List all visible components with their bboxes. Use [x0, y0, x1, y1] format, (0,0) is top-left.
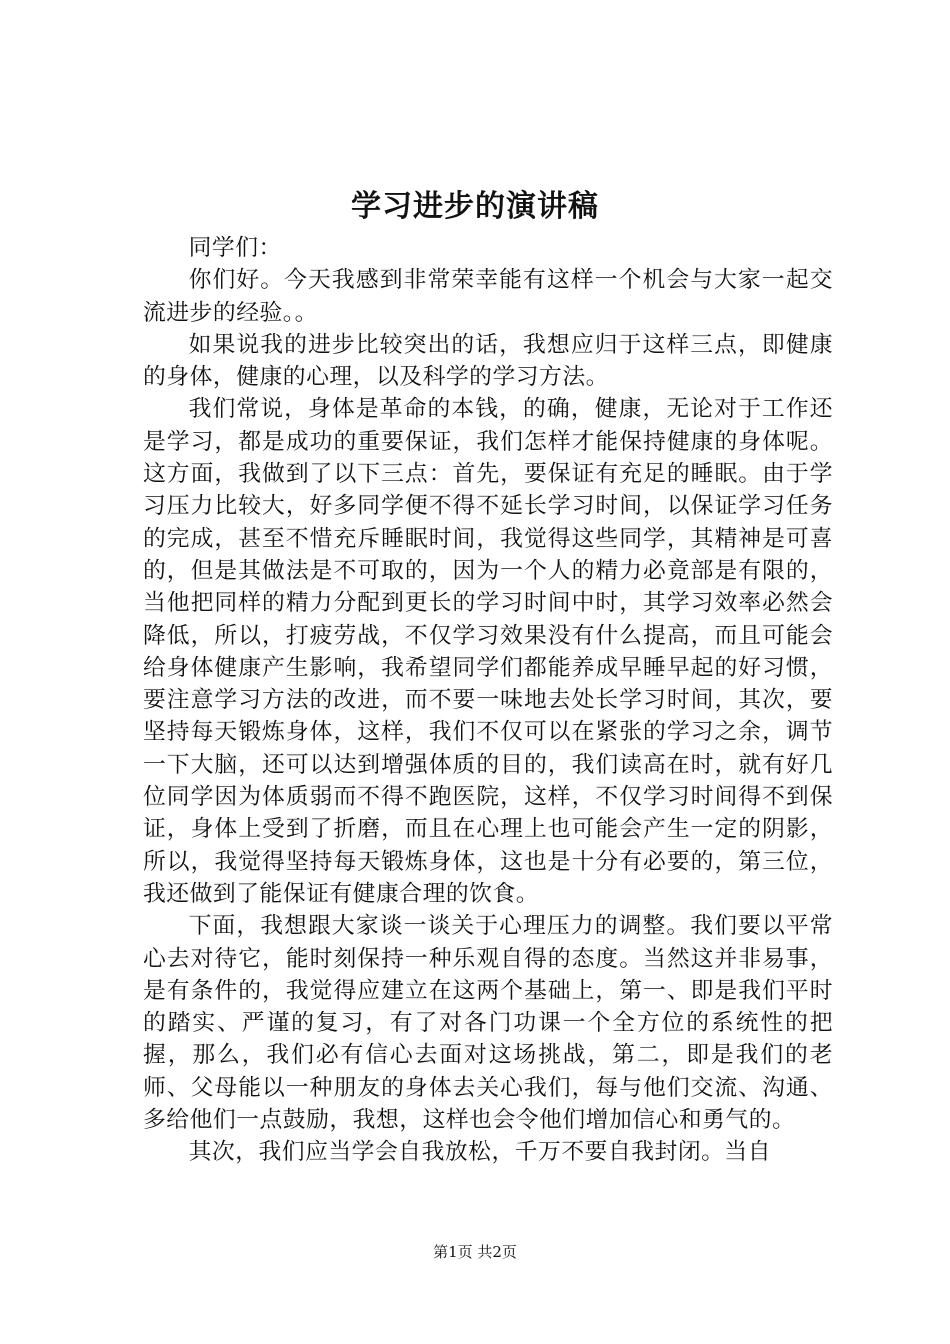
page-number-footer: 第1页 共2页 [433, 1243, 517, 1261]
paragraph-three-points: 如果说我的进步比较突出的话，我想应归于这样三点，即健康的身体，健康的心理，以及科学的学习方法。 [143, 331, 833, 391]
paragraph-relaxation: 其次，我们应当学会自我放松，千万不要自我封闭。当自 [188, 1139, 772, 1166]
paragraph-opening: 你们好。今天我感到非常荣幸能有这样一个机会与大家一起交流进步的经验。。 [143, 267, 833, 326]
document-body [143, 232, 833, 1169]
paragraph-mental-pressure: 下面，我想跟大家谈一谈关于心理压力的调整。我们要以平常心去对待它，能时刻保持一种乐观自得的态度。当然这并非易事，是有条件的，我觉得应建立在这两个基础上，第一、即是我们平时的踏实、严谨的复习，有了对各门功课一个全方位的系统性的把握，那么，我们必有信心去面对这场挑战，第二，即是我们的老师、父母能以一种朋友的身体去关心我们，每与他们交流、沟通、多给他们一点鼓励，我想，这样也会令他们增加信心和勇气的。 [143, 913, 833, 1134]
document-title: 学习进步的演讲稿 [351, 189, 599, 224]
paragraph-healthy-body: 我们常说，身体是革命的本钱，的确，健康，无论对于工作还是学习，都是成功的重要保证，我们怎样才能保持健康的身体呢。这方面，我做到了以下三点：首先，要保证有充足的睡眠。由于学习压力比较大，好多同学便不得不延长学习时间，以保证学习任务的完成，甚至不惜充斥睡眠时间，我觉得这些同学，其精神是可喜的，但是其做法是不可取的，因为一个人的精力必竟部是有限的，当他把同样的精力分配到更长的学习时间中时，其学习效率必然会降低，所以，打疲劳战，不仅学习效果没有什么提高，而且可能会给身体健康产生影响，我希望同学们都能养成早睡早起的好习惯，要注意学习方法的改进，而不要一味地去处长学习时间，其次，要坚持每天锻炼身体，这样，我们不仅可以在紧张的学习之余，调节一下大脑，还可以达到增强体质的目的，我们读高在时，就有好几位同学因为体质弱而不得不跑医院，这样，不仅学习时间得不到保证，身体上受到了折磨，而且在心理上也可能会产生一定的阴影，所以，我觉得坚持每天锻炼身体，这也是十分有必要的，第三位，我还做到了能保证有健康合理的饮食。 [143, 396, 833, 907]
paragraph-greeting: 同学们： [188, 235, 282, 261]
